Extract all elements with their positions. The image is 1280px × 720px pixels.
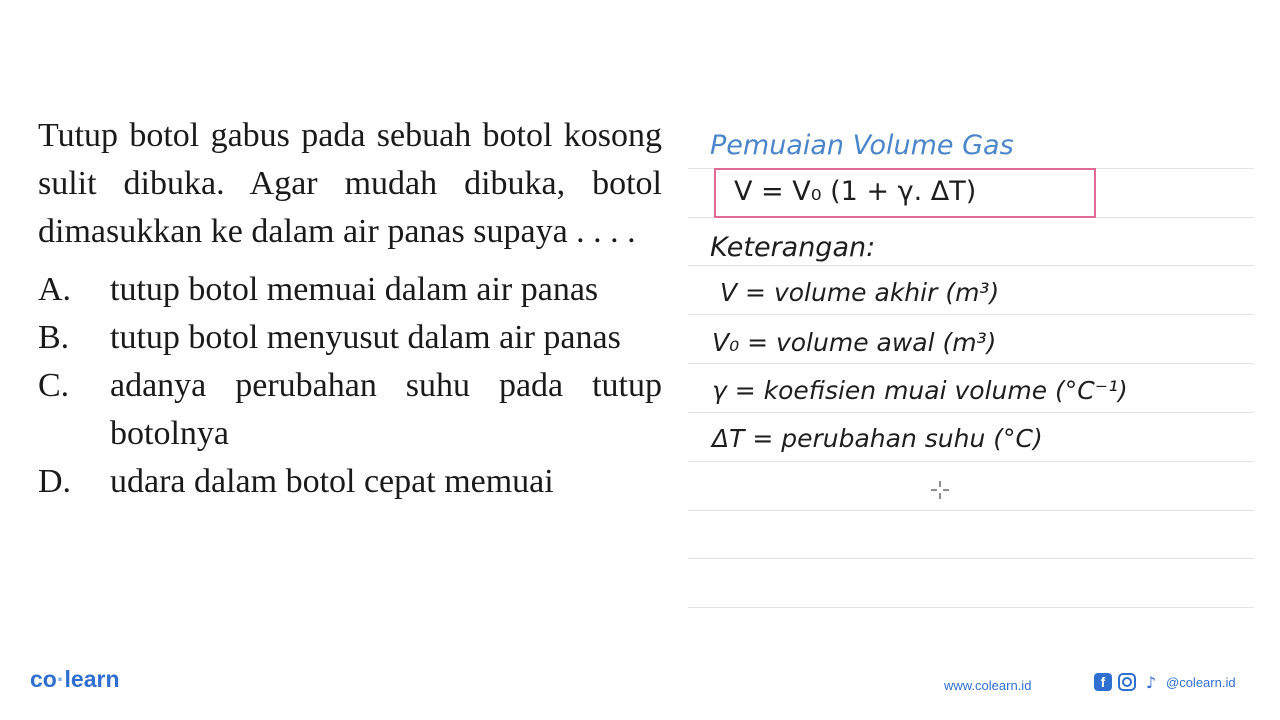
option-letter: A.	[38, 271, 72, 308]
question-stem: Tutup botol gabus pada sebuah botol kosong sulit dibuka. Agar mudah dibuka, botol dimasukkan ke dalam air panas supaya . . . .	[38, 117, 662, 250]
social-links	[1094, 673, 1236, 691]
option-text: udara dalam botol cepat memuai	[110, 463, 554, 500]
option-text: tutup botol menyusut dalam air panas	[110, 319, 621, 356]
definition-v: V = volume akhir (m³)	[720, 278, 1000, 307]
social-handle[interactable]: @colearn.id	[1166, 674, 1236, 690]
definition-gamma: γ = koefisien muai volume (°C⁻¹)	[712, 376, 1128, 405]
option-text: adanya perubahan suhu pada tutup botolnya	[110, 367, 662, 452]
option-c[interactable]	[38, 362, 662, 458]
handwritten-notes	[688, 120, 1254, 610]
ruled-line	[688, 412, 1254, 413]
option-letter: D.	[38, 463, 72, 500]
tiktok-icon[interactable]: ♪	[1145, 672, 1157, 692]
formula: V = V₀ (1 + γ. ΔT)	[734, 176, 977, 207]
ruled-line	[688, 607, 1254, 608]
ruled-line	[688, 558, 1254, 559]
logo-dot: ·	[56, 666, 65, 692]
keterangan-label: Keterangan:	[710, 232, 876, 263]
answer-options	[38, 266, 662, 506]
website-link[interactable]: www.colearn.id	[944, 678, 1032, 693]
formula-box	[714, 168, 1096, 218]
notes-title: Pemuaian Volume Gas	[710, 130, 1014, 161]
option-d[interactable]	[38, 458, 662, 506]
logo-part: learn	[64, 666, 120, 692]
definition-v0: V₀ = volume awal (m³)	[712, 328, 997, 357]
ruled-line	[688, 314, 1254, 315]
ruled-line	[688, 265, 1254, 266]
facebook-icon[interactable]: f	[1094, 673, 1112, 691]
option-a[interactable]	[38, 266, 662, 314]
ruled-line	[688, 510, 1254, 511]
definition-delta-t: ΔT = perubahan suhu (°C)	[712, 424, 1043, 453]
option-text: tutup botol memuai dalam air panas	[110, 271, 599, 308]
colearn-logo[interactable]	[30, 666, 120, 693]
option-letter: B.	[38, 319, 70, 356]
ruled-line	[688, 363, 1254, 364]
option-letter: C.	[38, 367, 70, 404]
logo-part: co	[30, 666, 57, 692]
option-b[interactable]	[38, 314, 662, 362]
instagram-icon[interactable]	[1118, 673, 1136, 691]
question-panel	[38, 112, 662, 506]
crosshair-cursor-icon	[930, 480, 950, 500]
ruled-line	[688, 461, 1254, 462]
